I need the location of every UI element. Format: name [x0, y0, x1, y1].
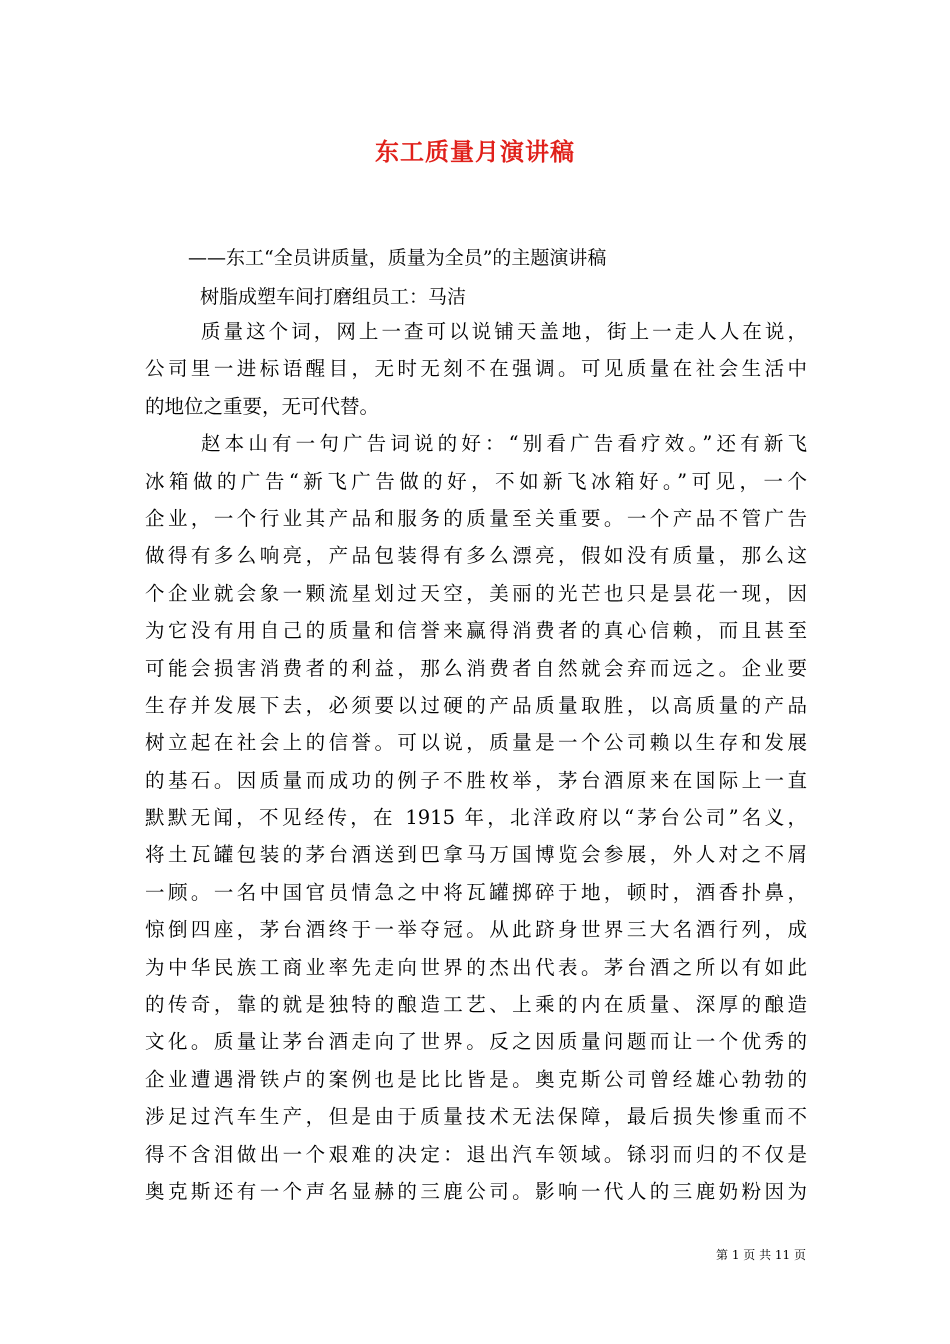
text-line: 为它没有用自己的质量和信誉来赢得消费者的真心信赖，而且甚至 — [145, 619, 807, 643]
page-number-footer: 第 1 页 共 11 页 — [716, 1248, 806, 1262]
text-line: 一顾。一名中国官员情急之中将瓦罐掷碎于地，顿时，酒香扑鼻， — [145, 880, 807, 904]
text-line: 做得有多么响亮，产品包装得有多么漂亮，假如没有质量，那么这 — [145, 544, 807, 568]
text-line: 奥克斯还有一个声名显赫的三鹿公司。影响一代人的三鹿奶粉因为 — [145, 1179, 807, 1203]
text-line: 默默无闻，不见经传，在 1915 年，北洋政府以“茅台公司”名义， — [145, 806, 807, 830]
text-line: 树立起在社会上的信誉。可以说，质量是一个公司赖以生存和发展 — [145, 731, 807, 755]
paragraph-2 — [145, 425, 807, 1210]
text-line: 惊倒四座，茅台酒终于一举夺冠。从此跻身世界三大名酒行列，成 — [145, 918, 807, 942]
text-line: 个企业就会象一颗流星划过天空，美丽的光芒也只是昙花一现，因 — [145, 581, 807, 605]
text-line: 涉足过汽车生产，但是由于质量技术无法保障，最后损失惨重而不 — [145, 1105, 807, 1129]
text-line: 企业遭遇滑铁卢的案例也是比比皆是。奥克斯公司曾经雄心勃勃的 — [145, 1067, 807, 1091]
text-line: 赵本山有一句广告词说的好：“别看广告看疗效。”还有新飞 — [201, 432, 807, 456]
text-line: 公司里一进标语醒目，无时无刻不在强调。可见质量在社会生活中 — [145, 357, 807, 381]
document-subtitle: ——东工“全员讲质量，质量为全员”的主题演讲稿 — [188, 247, 607, 269]
author-line: 树脂成塑车间打磨组员工：马洁 — [200, 286, 467, 308]
body-text — [145, 313, 807, 1210]
text-line: 可能会损害消费者的利益，那么消费者自然就会弃而远之。企业要 — [145, 656, 807, 680]
text-line: 文化。质量让茅台酒走向了世界。反之因质量问题而让一个优秀的 — [145, 1030, 807, 1054]
text-line: 的传奇，靠的就是独特的酿造工艺、上乘的内在质量、深厚的酿造 — [145, 993, 807, 1017]
text-line: 为中华民族工商业率先走向世界的杰出代表。茅台酒之所以有如此 — [145, 955, 807, 979]
text-line: 将土瓦罐包装的茅台酒送到巴拿马万国博览会参展，外人对之不屑 — [145, 843, 807, 867]
text-line: 生存并发展下去，必须要以过硬的产品质量取胜，以高质量的产品 — [145, 693, 807, 717]
text-line: 的基石。因质量而成功的例子不胜枚举，茅台酒原来在国际上一直 — [145, 768, 807, 792]
text-line: 冰箱做的广告“新飞广告做的好，不如新飞冰箱好。”可见，一个 — [145, 469, 807, 493]
text-line: 的地位之重要，无可代替。 — [145, 394, 380, 418]
paragraph-1 — [145, 313, 807, 425]
text-line: 企业，一个行业其产品和服务的质量至关重要。一个产品不管广告 — [145, 506, 807, 530]
text-line: 质量这个词，网上一查可以说铺天盖地，街上一走人人在说， — [201, 320, 807, 343]
document-title: 东工质量月演讲稿 — [375, 137, 575, 166]
text-line: 得不含泪做出一个艰难的决定：退出汽车领域。铩羽而归的不仅是 — [145, 1142, 807, 1166]
